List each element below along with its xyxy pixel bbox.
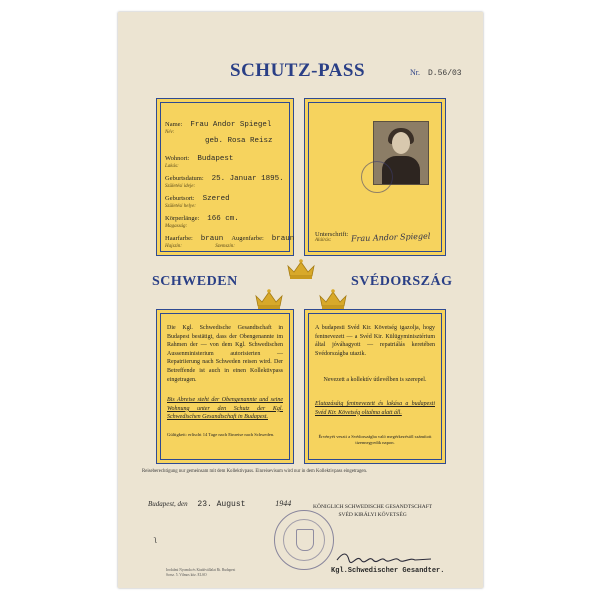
birthdate-sub-label: Születési ideje: (165, 184, 196, 189)
country-name-german: SCHWEDEN (152, 274, 238, 289)
birthplace-label: Geburtsort: (165, 195, 195, 202)
issue-date-value: 23. August (197, 500, 246, 509)
name-value: Frau Andor Spiegel (190, 121, 272, 129)
personal-data-panel (156, 98, 294, 256)
collective-pass-footnote: Reiseberechtigung nur gemeinsam mit dem Kollektivpass. Einreisevisum wird nur in dem Kollektivpass eingetragen. (142, 469, 368, 474)
german-paragraph-3: Gültigkeit: erlischt 14 Tage nach Einreise nach Schweden. (167, 432, 275, 437)
residence-sub-label: Lakás: (165, 164, 179, 169)
hungarian-paragraph-1: A budapesti Svéd Kir. Követség igazolja, hogy fentnevezett — a Svéd Kir. Külügyminisztérium által jóváhagyott — repatriálás keretében Svédországba utazik. (315, 325, 435, 357)
photo-face (392, 132, 410, 154)
pass-number (410, 68, 462, 78)
german-text-panel (156, 309, 294, 464)
schutz-pass-document (118, 12, 483, 588)
issue-place-label: Budapest, den (148, 500, 188, 508)
photo-panel (304, 98, 446, 256)
height-sub-label: Magasság: (165, 224, 188, 229)
legation-seal-icon (274, 510, 334, 570)
crown-icon (286, 258, 316, 280)
hungarian-paragraph-4: Érvényét veszti a Svédországba való megérkezéstől számított tizennegyedik napon. (318, 434, 432, 445)
legation-name (313, 503, 432, 519)
residence-label: Wohnort: (165, 155, 190, 162)
height-value: 166 cm. (207, 215, 239, 223)
crown-icon (254, 288, 284, 310)
issue-year-value: 1944 (275, 499, 292, 508)
hair-eyes-field (165, 227, 294, 249)
hair-sub-text: Hajszín: (165, 244, 182, 249)
name-label: Name: (165, 121, 183, 128)
signature-label: Unterschrift: (315, 231, 349, 238)
hungarian-paragraph-3: Elutazásáig fentnevezett és lakása a budapesti Svéd Kir. Követség oltalma alatt áll. (315, 401, 435, 416)
document-title: SCHUTZ-PASS (230, 60, 366, 81)
pencil-mark-icon: ʅ (154, 536, 158, 545)
signature-label-block (315, 231, 348, 243)
eyes-label: Augenfarbe: (231, 235, 264, 242)
height-label: Körperlänge: (165, 215, 200, 222)
holder-signature: Frau Andor Spiegel (350, 231, 431, 244)
maiden-name-field (201, 129, 273, 147)
eyes-sub-text: Szemszín: (215, 244, 235, 249)
birthplace-field (165, 187, 230, 209)
residence-field (165, 147, 233, 169)
hair-value: braun (200, 235, 224, 243)
residence-value: Budapest (197, 155, 234, 163)
hair-label: Haarfarbe: (165, 235, 193, 242)
crown-icon (318, 288, 348, 310)
legation-name-german: KÖNIGLICH SCHWEDISCHE GESANDTSCHAFT (313, 504, 433, 510)
name-sub-label: Név: (165, 130, 175, 135)
height-field (165, 207, 239, 229)
printer-line-2: Sorsz. 5. Vilmos köz. ELSO (166, 572, 207, 577)
hair-sub-label (165, 244, 294, 249)
pass-number-label: Nr. (410, 68, 420, 77)
hungarian-text-panel (304, 309, 446, 464)
photo-stamp-icon (361, 161, 393, 193)
hungarian-paragraph-2: Nevezett a kollektív útlevélben is szerepel. (323, 377, 427, 383)
printer-imprint (166, 568, 235, 577)
birthdate-field (165, 167, 284, 189)
minister-signature-icon (335, 550, 435, 564)
signature-sub-label: Aláírás: (315, 238, 332, 243)
minister-title: Kgl.Schwedischer Gesandter. (331, 567, 445, 575)
german-paragraph-2: Bis Abreise steht der Obengenannte und seine Wohnung unter den Schutz der Kgl. Schwedischen Gesandtschaft in Budapest. (167, 397, 283, 421)
birthplace-sub-label: Születési helye: (165, 204, 196, 209)
eyes-value: braun (271, 235, 295, 243)
german-paragraph-1: Die Kgl. Schwedische Gesandtschaft in Budapest bestätigt, dass der Obengenannte im Rahmen der — von dem Kgl. Schwedischen Aussenministerium autorisierten — Repatriierung nach Schweden reisen wird. Der Betreffende ist auch in einen Kollektivpass eingetragen. (167, 325, 283, 383)
printer-line-1: Irodalmi Nyomda és Kiadóvállalat Rt. Budapest (166, 568, 236, 572)
seal-shield-icon (296, 529, 314, 551)
issue-place-date (148, 499, 291, 509)
birthdate-label: Geburtsdatum: (165, 175, 204, 182)
birthplace-value: Szered (202, 195, 230, 203)
legation-name-hungarian: SVÉD KIRÁLYI KÖVETSÉG (338, 512, 407, 518)
pass-number-value: D.56/03 (428, 69, 462, 78)
country-name-hungarian: SVÉDORSZÁG (351, 274, 453, 289)
maiden-name-value: geb. Rosa Reisz (205, 137, 273, 145)
birthdate-value: 25. Januar 1895. (211, 175, 284, 183)
